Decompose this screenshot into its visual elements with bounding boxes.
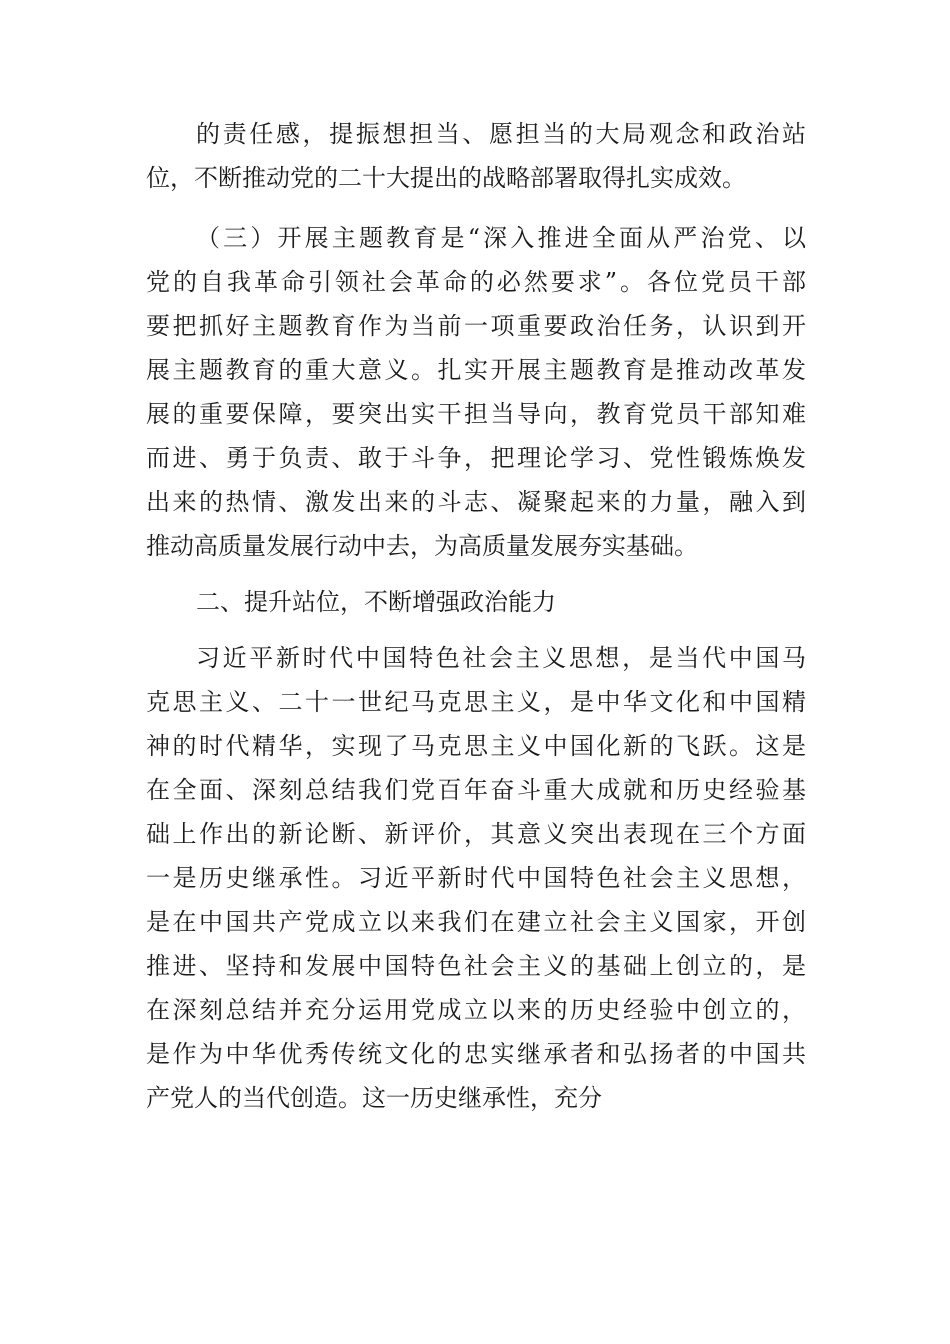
text-line: 克思主义、二十一世纪马克思主义，是中华文化和中国精 — [146, 688, 806, 716]
text-line: 展主题教育的重大意义。扎实开展主题教育是推动改革发 — [146, 356, 806, 384]
text-line: 是在中国共产党成立以来我们在建立社会主义国家，开创 — [146, 908, 806, 936]
text-line: 要把抓好主题教育作为当前一项重要政治任务，认识到开 — [146, 312, 806, 340]
text-line: 位，不断推动党的二十大提出的战略部署取得扎实成效。 — [146, 164, 746, 192]
text-line: 在全面、深刻总结我们党百年奋斗重大成就和历史经验基 — [146, 776, 806, 804]
text-line: 础上作出的新论断、新评价，其意义突出表现在三个方面 — [146, 820, 806, 848]
text-line: 二、提升站位，不断增强政治能力 — [196, 588, 556, 616]
text-line: 习近平新时代中国特色社会主义思想，是当代中国马 — [196, 644, 806, 672]
text-line: 展的重要保障，要突出实干担当导向，教育党员干部知难 — [146, 400, 806, 428]
text-line: 一是历史继承性。习近平新时代中国特色社会主义思想， — [146, 864, 806, 892]
text-line: 在深刻总结并充分运用党成立以来的历史经验中创立的， — [146, 996, 806, 1024]
text-line: 出来的热情、激发出来的斗志、凝聚起来的力量，融入到 — [146, 488, 806, 516]
text-line: 神的时代精华，实现了马克思主义中国化新的飞跃。这是 — [146, 732, 806, 760]
text-line: 推进、坚持和发展中国特色社会主义的基础上创立的，是 — [146, 952, 806, 980]
text-line: 而进、勇于负责、敢于斗争，把理论学习、党性锻炼焕发 — [146, 444, 806, 472]
text-line: 是作为中华优秀传统文化的忠实继承者和弘扬者的中国共 — [146, 1040, 806, 1068]
text-line: 推动高质量发展行动中去，为高质量发展夯实基础。 — [146, 532, 698, 560]
text-line: 产党人的当代创造。这一历史继承性，充分 — [146, 1084, 602, 1112]
text-line: 的责任感，提振想担当、愿担当的大局观念和政治站 — [196, 120, 806, 148]
text-line: （三）开展主题教育是“深入推进全面从严治党、以 — [196, 224, 806, 252]
text-line: 党的自我革命引领社会革命的必然要求”。各位党员干部 — [146, 268, 806, 296]
